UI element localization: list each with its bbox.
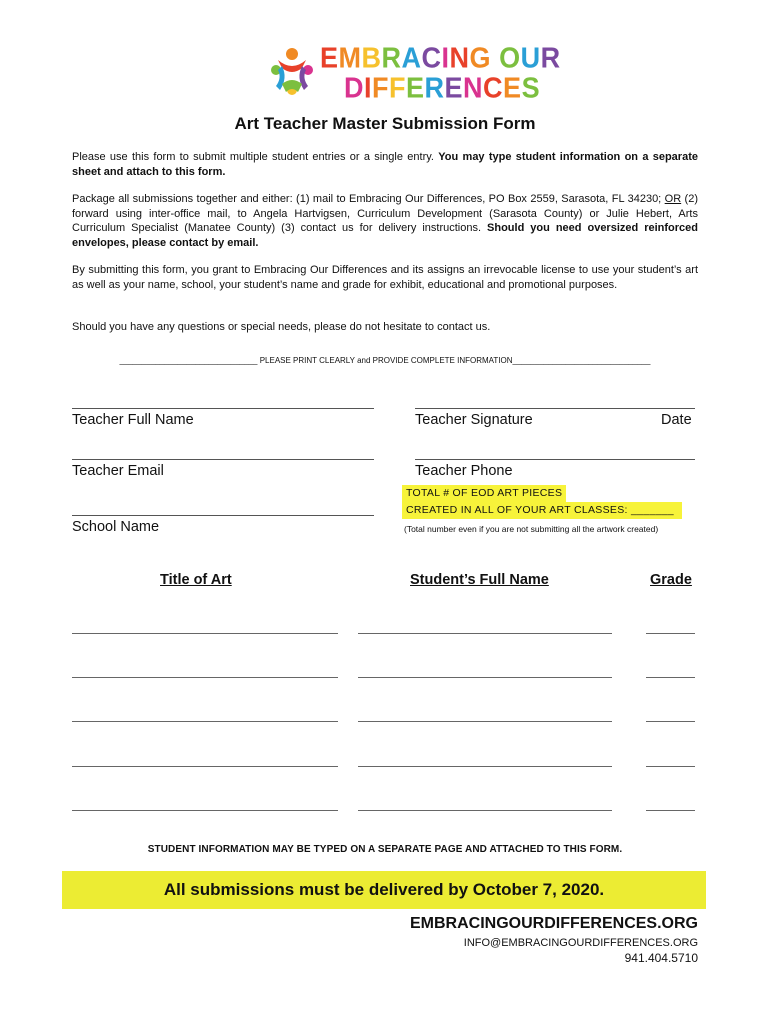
license-paragraph: By submitting this form, you grant to Embracing Our Differences and its assigns an irrevocable license to use your student’s art as well as your name, school, your student’s name and grade for exhibit, educational and promotional purposes. bbox=[72, 264, 698, 291]
total-pieces-note: (Total number even if you are not submitting all the artwork created) bbox=[404, 524, 659, 534]
row-5-grade-field[interactable] bbox=[646, 810, 695, 811]
row-5-title-field[interactable] bbox=[72, 810, 338, 811]
total-pieces-label-line2[interactable]: CREATED IN ALL OF YOUR ART CLASSES: _______ bbox=[402, 502, 682, 519]
date-label: Date bbox=[661, 412, 692, 428]
teacher-email-label: Teacher Email bbox=[72, 463, 164, 479]
row-5-student-field[interactable] bbox=[358, 810, 612, 811]
instructions-paragraph-2: Package all submissions together and either: (1) mail to Embracing Our Differences, PO Box 2559, Sarasota, FL 34230; OR (2) forward using inter-office mail, to Angela Hartvigsen, Curriculum Development (Sarasota County) or Julie Hebert, Arts Curriculum Specialist (Manatee County) (3) contact us for delivery instructions. Should you need oversized reinforced envelopes, please contact by email. bbox=[72, 193, 699, 249]
print-clearly-divider: _______________________________ PLEASE PRINT CLEARLY and PROVIDE COMPLETE INFORMATION_______________________________ bbox=[119, 356, 651, 365]
column-title-of-art: Title of Art bbox=[160, 572, 232, 588]
org-website[interactable]: EMBRACINGOURDIFFERENCES.ORG bbox=[409, 915, 698, 932]
row-1-title-field[interactable] bbox=[72, 633, 338, 634]
row-3-student-field[interactable] bbox=[358, 721, 612, 722]
org-phone: 941.404.5710 bbox=[624, 951, 698, 965]
teacher-signature-field[interactable] bbox=[415, 408, 695, 409]
row-4-grade-field[interactable] bbox=[646, 766, 695, 767]
logo-wordmark-line2: DIFFERENCES bbox=[344, 72, 541, 104]
separate-page-note: STUDENT INFORMATION MAY BE TYPED ON A SEPARATE PAGE AND ATTACHED TO THIS FORM. bbox=[147, 844, 623, 855]
teacher-name-label: Teacher Full Name bbox=[72, 412, 194, 428]
row-2-title-field[interactable] bbox=[72, 677, 338, 678]
logo-wordmark-line1: EMBRACING OUR bbox=[320, 42, 561, 74]
column-student-name: Student’s Full Name bbox=[410, 572, 549, 588]
school-name-field[interactable] bbox=[72, 515, 374, 516]
form-title: Art Teacher Master Submission Form bbox=[234, 114, 536, 133]
row-4-student-field[interactable] bbox=[358, 766, 612, 767]
row-3-title-field[interactable] bbox=[72, 721, 338, 722]
teacher-phone-label: Teacher Phone bbox=[415, 463, 513, 479]
teacher-name-field[interactable] bbox=[72, 408, 374, 409]
deadline-banner: All submissions must be delivered by October 7, 2020. bbox=[62, 871, 706, 909]
org-email[interactable]: INFO@EMBRACINGOURDIFFERENCES.ORG bbox=[463, 937, 698, 949]
teacher-email-field[interactable] bbox=[72, 459, 374, 460]
people-circle-icon bbox=[268, 40, 316, 100]
row-2-grade-field[interactable] bbox=[646, 677, 695, 678]
row-3-grade-field[interactable] bbox=[646, 721, 695, 722]
column-grade: Grade bbox=[650, 572, 692, 588]
total-pieces-label-line1: TOTAL # OF EOD ART PIECES bbox=[402, 485, 566, 502]
instructions-paragraph-1: Please use this form to submit multiple student entries or a single entry. You may type student information on a separate sheet and attach to this form. bbox=[72, 151, 698, 178]
row-1-grade-field[interactable] bbox=[646, 633, 695, 634]
teacher-phone-field[interactable] bbox=[415, 459, 695, 460]
row-4-title-field[interactable] bbox=[72, 766, 338, 767]
row-2-student-field[interactable] bbox=[358, 677, 612, 678]
embracing-our-differences-logo bbox=[268, 40, 561, 106]
teacher-signature-label: Teacher Signature bbox=[415, 412, 533, 428]
contact-paragraph: Should you have any questions or special needs, please do not hesitate to contact us. bbox=[72, 321, 491, 333]
row-1-student-field[interactable] bbox=[358, 633, 612, 634]
school-name-label: School Name bbox=[72, 519, 160, 535]
